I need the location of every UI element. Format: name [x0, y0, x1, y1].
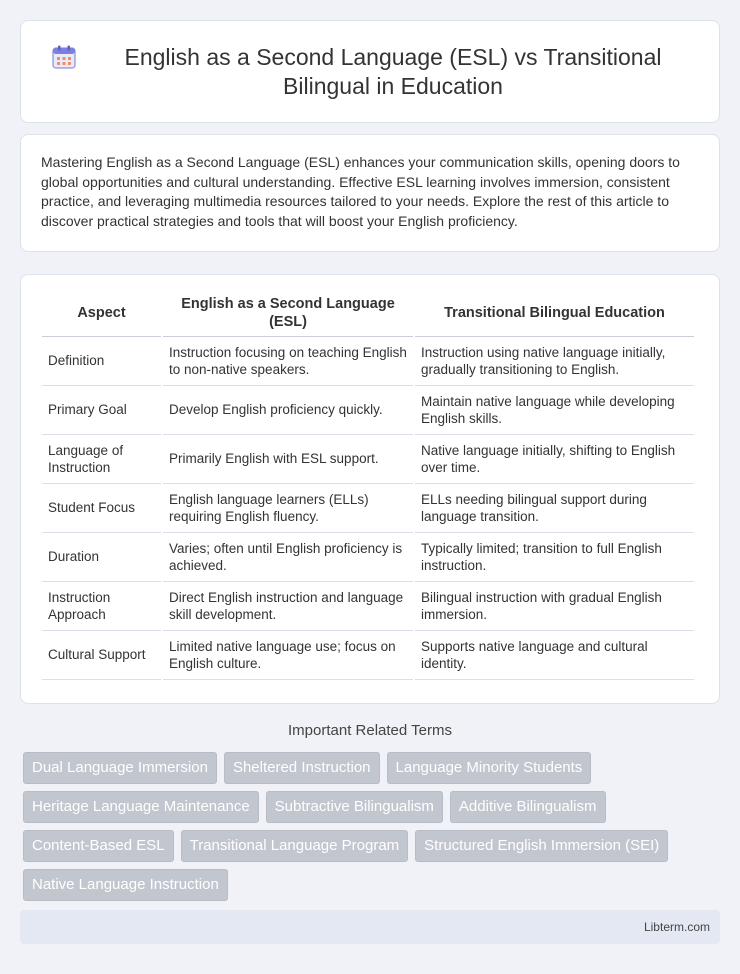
related-term-tag[interactable]: Dual Language Immersion [23, 752, 217, 784]
table-row [42, 337, 694, 386]
row-transitional: Bilingual instruction with gradual English immersion. [415, 582, 694, 631]
footer-site-link[interactable]: Libterm.com [643, 920, 710, 934]
calendar-icon [51, 44, 77, 70]
row-esl: Direct English instruction and language skill development. [163, 582, 413, 631]
row-aspect: Cultural Support [42, 631, 161, 680]
page-title: English as a Second Language (ESL) vs Transitional Bilingual in Education [124, 43, 662, 99]
related-term-tag[interactable]: Native Language Instruction [23, 869, 228, 901]
row-transitional: Maintain native language while developing English skills. [415, 386, 694, 435]
row-esl: Instruction focusing on teaching English to non-native speakers. [163, 337, 413, 386]
table-row [42, 533, 694, 582]
comparison-card [20, 274, 720, 704]
column-header-aspect: Aspect [42, 289, 161, 337]
row-aspect: Primary Goal [42, 386, 161, 435]
related-term-tag[interactable]: Transitional Language Program [181, 830, 409, 862]
row-transitional: Supports native language and cultural identity. [415, 631, 694, 680]
row-esl: English language learners (ELLs) requiring English fluency. [163, 484, 413, 533]
related-term-tag[interactable]: Subtractive Bilingualism [266, 791, 443, 823]
column-header-esl: English as a Second Language (ESL) [163, 289, 413, 337]
related-term-tag[interactable]: Heritage Language Maintenance [23, 791, 259, 823]
intro-card [20, 134, 720, 252]
row-aspect: Instruction Approach [42, 582, 161, 631]
row-esl: Develop English proficiency quickly. [163, 386, 413, 435]
related-term-tag[interactable]: Content-Based ESL [23, 830, 174, 862]
row-esl: Limited native language use; focus on English culture. [163, 631, 413, 680]
related-terms-tags [20, 752, 720, 901]
table-header-row [42, 289, 694, 337]
row-esl: Primarily English with ESL support. [163, 435, 413, 484]
row-transitional: Native language initially, shifting to English over time. [415, 435, 694, 484]
related-terms-title: Important Related Terms [288, 722, 452, 739]
row-aspect: Language of Instruction [42, 435, 161, 484]
column-header-transitional: Transitional Bilingual Education [415, 289, 694, 337]
row-aspect: Student Focus [42, 484, 161, 533]
row-transitional: ELLs needing bilingual support during language transition. [415, 484, 694, 533]
related-term-tag[interactable]: Additive Bilingualism [450, 791, 606, 823]
related-term-tag[interactable]: Structured English Immersion (SEI) [415, 830, 668, 862]
related-term-tag[interactable]: Language Minority Students [387, 752, 592, 784]
title-card [20, 20, 720, 123]
related-term-tag[interactable]: Sheltered Instruction [224, 752, 380, 784]
table-row [42, 435, 694, 484]
table-row [42, 631, 694, 680]
table-row [42, 484, 694, 533]
row-aspect: Duration [42, 533, 161, 582]
row-aspect: Definition [42, 337, 161, 386]
row-transitional: Instruction using native language initially, gradually transitioning to English. [415, 337, 694, 386]
comparison-table [40, 289, 696, 680]
row-transitional: Typically limited; transition to full English instruction. [415, 533, 694, 582]
row-esl: Varies; often until English proficiency is achieved. [163, 533, 413, 582]
table-row [42, 582, 694, 631]
footer [20, 910, 720, 944]
related-terms-section [20, 722, 720, 901]
intro-paragraph: Mastering English as a Second Language (ESL) enhances your communication skills, opening doors to global opportunities and cultural understanding. Effective ESL learning involves immersion, consistent practice, and leveraging multimedia resources tailored to your needs. Explore the rest of this article to discover practical strategies and tools that will boost your English proficiency. [41, 154, 680, 229]
table-row [42, 386, 694, 435]
